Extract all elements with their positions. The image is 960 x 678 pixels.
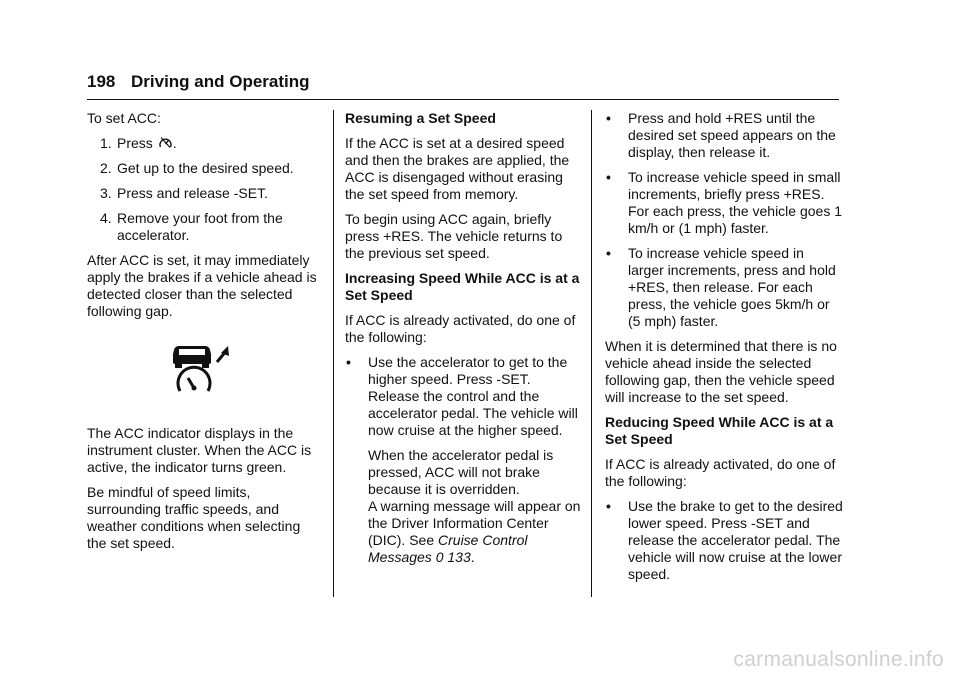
set-acc-intro: To set ACC: bbox=[87, 110, 161, 126]
increase-intro: If ACC is already activated, do one of the following: bbox=[345, 312, 576, 345]
step-text: Press bbox=[117, 135, 153, 151]
bullet-text: Use the brake to get to the desired lower speed. Press -SET and release the accelerator pedal. The vehicle will now cruise at the lower speed. bbox=[628, 498, 843, 582]
page-reference[interactable]: 0 133 bbox=[435, 549, 471, 565]
bullet-marker: • bbox=[606, 169, 611, 185]
bullet-sub-paragraph: When the accelerator pedal is pressed, ACC will not brake because it is overridden. bbox=[368, 447, 554, 497]
list-item bbox=[605, 245, 843, 330]
column-1-lower bbox=[87, 425, 323, 560]
step-item bbox=[87, 210, 323, 244]
increase-bullets bbox=[345, 354, 583, 566]
heading-resume: Resuming a Set Speed bbox=[345, 110, 496, 126]
step-text: Get up to the desired speed. bbox=[117, 160, 294, 176]
bullet-sub-paragraph-2 bbox=[368, 498, 583, 566]
bullet-text: Press and hold +RES until the desired set speed appears on the display, then release it. bbox=[628, 110, 836, 160]
step-number: 3. bbox=[100, 185, 112, 201]
reference-end: . bbox=[470, 549, 475, 565]
watermark: carmanualsonline.info bbox=[733, 648, 944, 671]
column-divider bbox=[333, 110, 334, 597]
resume-paragraph-2: To begin using ACC again, briefly press +RES. The vehicle returns to the previous set speed. bbox=[345, 211, 563, 261]
acc-indicator-icon bbox=[171, 340, 235, 398]
resume-paragraph-1: If the ACC is set at a desired speed and then the brakes are applied, the ACC is disengaged without erasing the set speed from memory. bbox=[345, 135, 570, 202]
page-header bbox=[87, 72, 839, 102]
list-item bbox=[345, 354, 583, 566]
warning-text: A warning message will appear on the Driver Information Center (DIC). See bbox=[368, 498, 581, 548]
after-set-paragraph: After ACC is set, it may immediately apply the brakes if a vehicle ahead is detected closer than the selected following gap. bbox=[87, 252, 317, 319]
indicator-paragraph: The ACC indicator displays in the instrument cluster. When the ACC is active, the indicator turns green. bbox=[87, 425, 312, 475]
bullet-text: To increase vehicle speed in small increments, briefly press +RES. For each press, the vehicle goes 1 km/h or (1 mph) faster. bbox=[628, 169, 843, 236]
list-item bbox=[605, 169, 843, 237]
increase-bullets-continued bbox=[605, 110, 843, 330]
column-3 bbox=[605, 110, 843, 591]
cross-reference-link[interactable]: Cruise Control Messages bbox=[368, 532, 528, 565]
reduce-bullets bbox=[605, 498, 843, 583]
mindful-paragraph: Be mindful of speed limits, surrounding traffic speeds, and weather conditions when selecting the set speed. bbox=[87, 484, 301, 551]
list-item bbox=[605, 110, 843, 161]
set-acc-steps bbox=[87, 135, 323, 244]
bullet-text: Use the accelerator to get to the higher speed. Press -SET. Release the control and the accelerator pedal. The vehicle will now cruise at the higher speed. bbox=[368, 354, 578, 438]
list-item bbox=[605, 498, 843, 583]
column-2 bbox=[345, 110, 583, 574]
step-item bbox=[87, 160, 323, 177]
bullet-text: To increase vehicle speed in larger increments, press and hold +RES, then release. For each press, the vehicle goes 5km/h or (5 mph) faster. bbox=[628, 245, 836, 329]
heading-reduce: Reducing Speed While ACC is at a Set Speed bbox=[605, 414, 834, 447]
step-number: 4. bbox=[100, 210, 112, 226]
bullet-marker: • bbox=[606, 498, 611, 514]
cruise-control-icon bbox=[158, 136, 173, 149]
bullet-marker: • bbox=[606, 110, 611, 126]
column-divider bbox=[591, 110, 592, 597]
step-text: Press and release -SET. bbox=[117, 185, 268, 201]
no-vehicle-paragraph: When it is determined that there is no vehicle ahead inside the selected following gap, then the vehicle speed will increase to the set speed. bbox=[605, 338, 837, 405]
step-number: 1. bbox=[100, 135, 112, 151]
step-text: Remove your foot from the accelerator. bbox=[117, 210, 283, 243]
header-rule bbox=[87, 99, 839, 100]
bullet-marker: • bbox=[606, 245, 611, 261]
section-title: Driving and Operating bbox=[131, 72, 310, 91]
column-1 bbox=[87, 110, 323, 328]
reduce-intro: If ACC is already activated, do one of the following: bbox=[605, 456, 836, 489]
heading-increase: Increasing Speed While ACC is at a Set Speed bbox=[345, 270, 580, 303]
page-number: 198 bbox=[87, 72, 116, 91]
step-item bbox=[87, 135, 323, 152]
bullet-marker: • bbox=[346, 354, 351, 370]
step-number: 2. bbox=[100, 160, 112, 176]
step-item bbox=[87, 185, 323, 202]
step-suffix: . bbox=[172, 135, 177, 151]
